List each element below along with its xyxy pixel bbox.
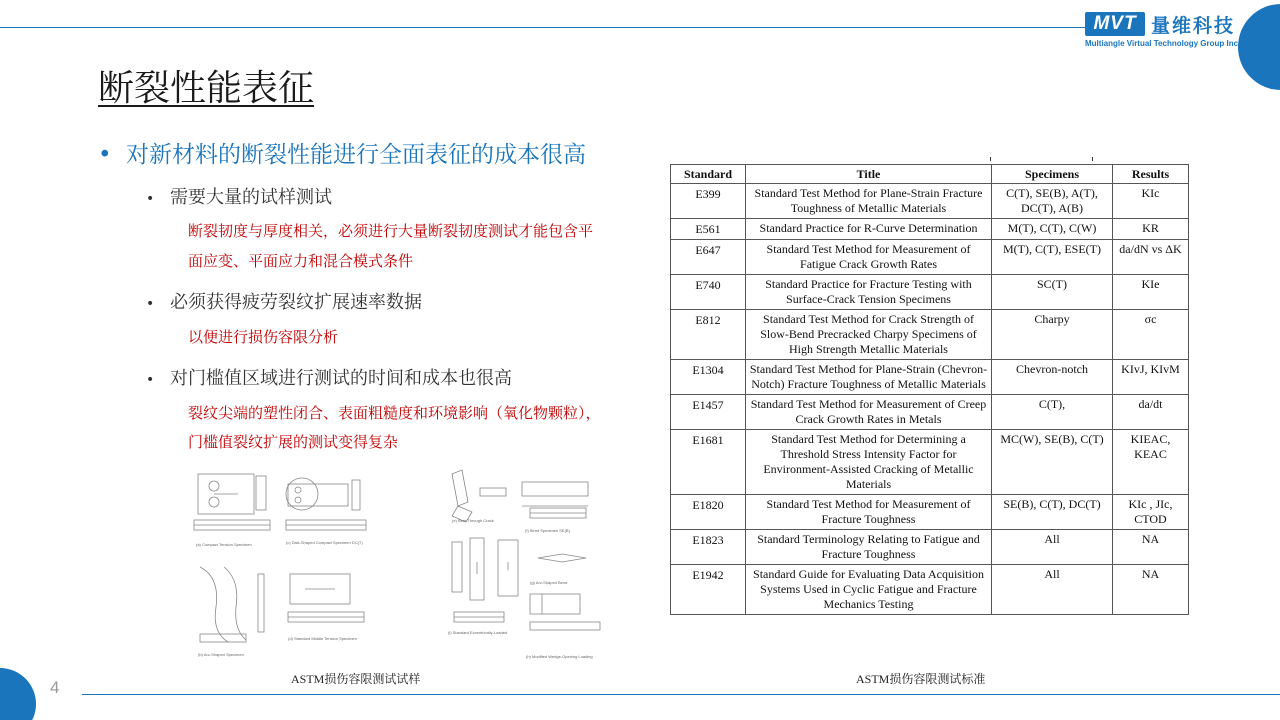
title-cell: Standard Test Method for Plane-Strain (Chevron-Notch) Fracture Toughness of Metallic Materials — [746, 360, 992, 395]
wedge-specimen-drawing — [530, 554, 600, 630]
specimens-cell: Charpy — [992, 310, 1113, 360]
table-row — [671, 395, 1189, 430]
results-cell: NA — [1113, 530, 1189, 565]
logo-name-cn: 量维科技 — [1151, 15, 1236, 37]
title-cell: Standard Terminology Relating to Fatigue and Fracture Toughness — [746, 530, 992, 565]
standard-code-cell: E399 — [671, 184, 746, 219]
specimens-cell: MC(W), SE(B), C(T) — [992, 430, 1113, 495]
title-cell: Standard Practice for R-Curve Determination — [746, 219, 992, 240]
column-header: Title — [746, 165, 992, 184]
specimens-cell: C(T), SE(B), A(T), DC(T), A(B) — [992, 184, 1113, 219]
standard-code-cell: E740 — [671, 275, 746, 310]
header-rule — [0, 27, 1085, 28]
sub-bullet — [146, 364, 512, 390]
results-cell: KIe — [1113, 275, 1189, 310]
standard-code-cell: E1942 — [671, 565, 746, 615]
main-bullet — [98, 136, 586, 169]
column-header: Standard — [671, 165, 746, 184]
specimen-caption: (d) Standard Middle Tension Specimen — [288, 636, 357, 641]
single-edge-bend-drawing — [522, 482, 588, 518]
table-row — [671, 565, 1189, 615]
results-cell: KIc , JIc, CTOD — [1113, 495, 1189, 530]
standard-code-cell: E647 — [671, 240, 746, 275]
specimens-cell: M(T), C(T), C(W) — [992, 219, 1113, 240]
notched-bar-drawing — [452, 538, 518, 622]
standard-code-cell: E1823 — [671, 530, 746, 565]
table-row — [671, 530, 1189, 565]
astm-standards-table — [670, 164, 1189, 615]
results-cell: da/dN vs ΔK — [1113, 240, 1189, 275]
standard-code-cell: E1820 — [671, 495, 746, 530]
specimen-caption: (e) Bent Through Crack — [452, 518, 494, 523]
table-row — [671, 430, 1189, 495]
results-cell: KIc — [1113, 184, 1189, 219]
results-cell: σc — [1113, 310, 1189, 360]
sub-bullet-text: 需要大量的试样测试 — [170, 187, 332, 208]
logo-name-en: Multiangle Virtual Technology Group Inc. — [1085, 39, 1241, 48]
title-cell: Standard Test Method for Crack Strength of Slow-Bend Precracked Charpy Specimens of High Strength Metallic Materials — [746, 310, 992, 360]
bullet-dot: • — [146, 296, 155, 312]
table-row — [671, 495, 1189, 530]
note-text: 断裂韧度与厚度相关，必须进行大量断裂韧度测试才能包含平 — [188, 222, 594, 240]
column-header: Results — [1113, 165, 1189, 184]
specimen-caption: (h) Modified Wedge-Opening Loading — [526, 654, 593, 659]
logo-badge: MVT — [1085, 12, 1145, 36]
table-tick-mark — [1092, 157, 1093, 161]
standard-code-cell: E1457 — [671, 395, 746, 430]
note-text: 以便进行损伤容限分析 — [188, 328, 339, 346]
standard-code-cell: E1304 — [671, 360, 746, 395]
note-text: 裂纹尖端的塑性闭合、表面粗糙度和环境影响（氧化物颗粒）， — [188, 404, 601, 422]
results-cell: NA — [1113, 565, 1189, 615]
title-cell: Standard Guide for Evaluating Data Acquisition Systems Used in Cyclic Fatigue and Fracture Mechanics Testing — [746, 565, 992, 615]
sub-bullet-text: 必须获得疲劳裂纹扩展速率数据 — [170, 292, 422, 313]
decor-circle-top-right — [1238, 4, 1280, 90]
specimens-cell: Chevron-notch — [992, 360, 1113, 395]
compact-specimen-drawing — [194, 474, 270, 530]
specimens-cell: M(T), C(T), ESE(T) — [992, 240, 1113, 275]
specimen-caption: (g) Arc-Shaped Bend — [530, 580, 568, 585]
table-row — [671, 219, 1189, 240]
specimens-caption: ASTM损伤容限测试试样 — [291, 672, 421, 686]
specimen-caption: (f) Bend Specimen SE(B) — [525, 528, 570, 533]
page-number: 4 — [50, 678, 60, 697]
table-row — [671, 310, 1189, 360]
slide-title: 断裂性能表征 — [98, 68, 315, 109]
specimen-caption: (b) Arc-Shaped Specimen — [198, 652, 244, 657]
specimen-caption: (c) Disk-Shaped Compact Specimen DC(T) — [286, 540, 363, 545]
standard-code-cell: E561 — [671, 219, 746, 240]
specimen-caption: (a) Compact Tension Specimen — [196, 542, 252, 547]
table-row — [671, 240, 1189, 275]
title-cell: Standard Test Method for Measurement of Fatigue Crack Growth Rates — [746, 240, 992, 275]
bullet-dot: • — [146, 191, 155, 207]
results-cell: da/dt — [1113, 395, 1189, 430]
title-cell: Standard Test Method for Plane-Strain Fracture Toughness of Metallic Materials — [746, 184, 992, 219]
sub-bullet — [146, 288, 422, 314]
note-text: 面应变、平面应力和混合模式条件 — [188, 252, 414, 270]
arc-shaped-specimen-drawing — [200, 567, 264, 642]
results-cell: KIEAC, KEAC — [1113, 430, 1189, 495]
sub-bullet — [146, 183, 332, 209]
sub-bullet-text: 对门槛值区域进行测试的时间和成本也很高 — [170, 368, 512, 389]
standard-code-cell: E1681 — [671, 430, 746, 495]
results-cell: KIvJ, KIvM — [1113, 360, 1189, 395]
specimen-caption: (i) Standard Eccentrically-Loaded — [448, 630, 508, 635]
column-header: Specimens — [992, 165, 1113, 184]
main-bullet-text: 对新材料的断裂性能进行全面表征的成本很高 — [126, 142, 586, 168]
note-text: 门槛值裂纹扩展的测试变得复杂 — [188, 433, 399, 451]
title-cell: Standard Test Method for Measurement of Creep Crack Growth Rates in Metals — [746, 395, 992, 430]
table-header-row — [671, 165, 1189, 184]
specimen-drawings-image — [190, 462, 610, 664]
specimens-cell: All — [992, 565, 1113, 615]
specimens-cell: C(T), — [992, 395, 1113, 430]
table-row — [671, 275, 1189, 310]
specimens-cell: All — [992, 530, 1113, 565]
title-cell: Standard Test Method for Measurement of Fracture Toughness — [746, 495, 992, 530]
standards-caption: ASTM损伤容限测试标准 — [856, 672, 986, 686]
bent-through-crack-drawing — [452, 470, 506, 522]
specimens-cell: SE(B), C(T), DC(T) — [992, 495, 1113, 530]
bullet-dot: • — [98, 142, 112, 168]
company-logo — [1085, 10, 1241, 50]
specimens-cell: SC(T) — [992, 275, 1113, 310]
footer-rule — [82, 694, 1280, 695]
title-cell: Standard Practice for Fracture Testing with Surface-Crack Tension Specimens — [746, 275, 992, 310]
standard-code-cell: E812 — [671, 310, 746, 360]
bullet-dot: • — [146, 372, 155, 388]
title-cell: Standard Test Method for Determining a Threshold Stress Intensity Factor for Environment-Assisted Cracking of Metallic Materials — [746, 430, 992, 495]
disk-compact-specimen-drawing — [286, 478, 366, 530]
decor-circle-bottom-left — [0, 668, 36, 720]
results-cell: KR — [1113, 219, 1189, 240]
middle-tension-specimen-drawing — [288, 574, 364, 622]
table-row — [671, 184, 1189, 219]
table-row — [671, 360, 1189, 395]
table-tick-mark — [990, 157, 991, 161]
